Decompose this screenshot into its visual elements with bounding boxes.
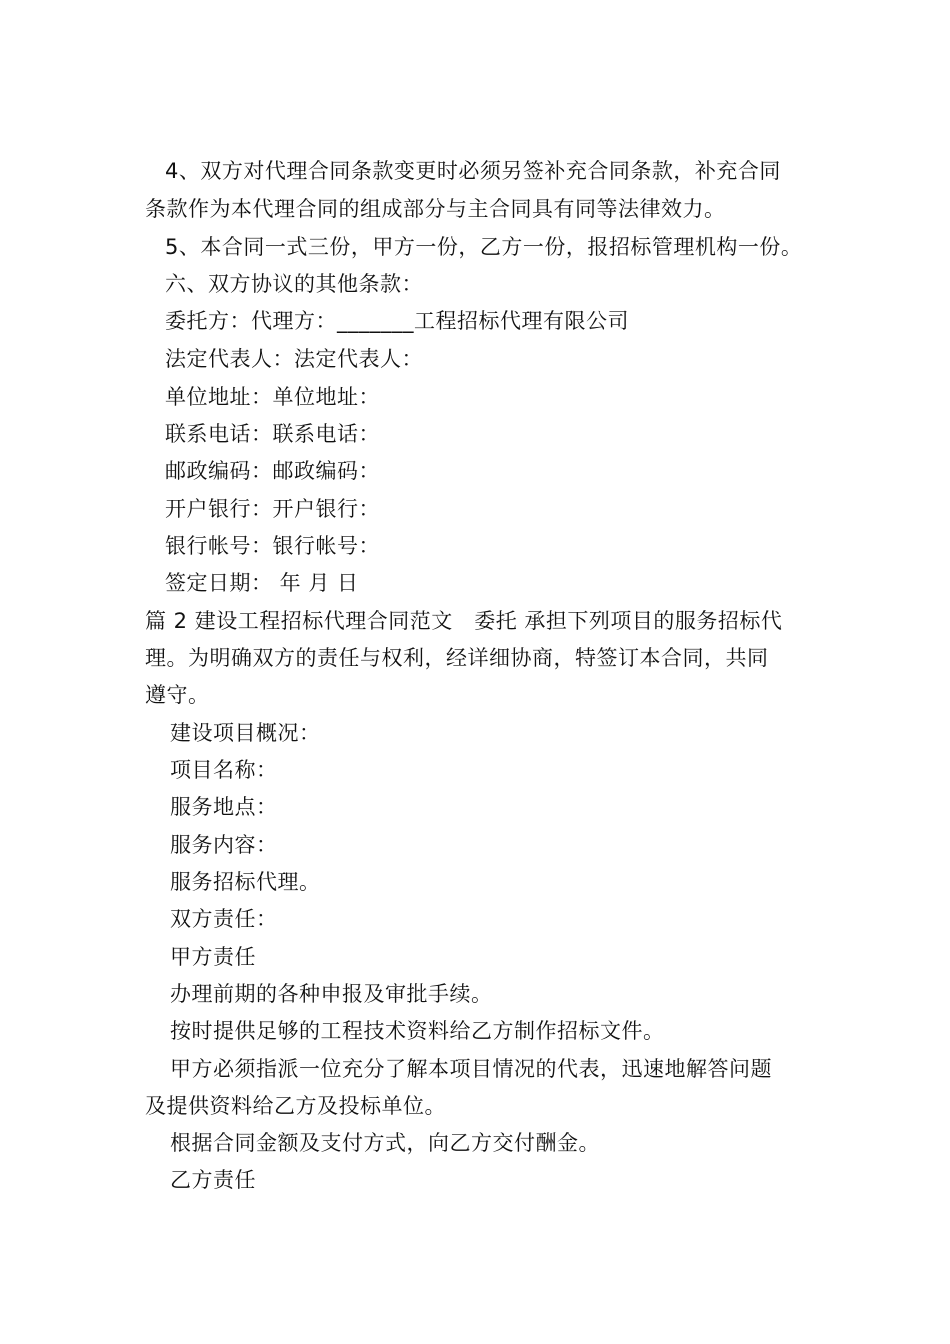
responsibilities-heading: 双方责任：	[170, 907, 278, 931]
clause-4-line-2: 条款作为本代理合同的组成部分与主合同具有同等法律效力。	[145, 197, 726, 221]
service-content: 服务内容：	[170, 833, 278, 857]
article-2-intro-line-1: 篇 2 建设工程招标代理合同范文 委托 承担下列项目的服务招标代	[145, 609, 783, 633]
signature-account: 银行帐号：银行帐号：	[165, 534, 380, 558]
project-name: 项目名称：	[170, 758, 278, 782]
project-overview-heading: 建设项目概况：	[170, 721, 321, 745]
signature-legal-rep: 法定代表人：法定代表人：	[165, 347, 423, 371]
signature-bank: 开户银行：开户银行：	[165, 497, 380, 521]
party-b-heading: 乙方责任	[170, 1168, 256, 1192]
signature-phone: 联系电话：联系电话：	[165, 422, 380, 446]
signature-postcode: 邮政编码：邮政编码：	[165, 459, 380, 483]
section-6-heading: 六、双方协议的其他条款：	[165, 272, 423, 296]
signature-address: 单位地址：单位地址：	[165, 385, 380, 409]
signature-principal-agent: 委托方：代理方：_______工程招标代理有限公司	[165, 309, 629, 333]
clause-5: 5、本合同一式三份，甲方一份，乙方一份，报招标管理机构一份。	[165, 235, 803, 259]
article-2-intro-line-3: 遵守。	[145, 683, 210, 707]
service-content-value: 服务招标代理。	[170, 870, 321, 894]
signature-date: 签定日期： 年 月 日	[165, 571, 359, 595]
clause-4-line-1: 4、双方对代理合同条款变更时必须另签补充合同条款，补充合同	[165, 159, 781, 183]
service-location: 服务地点：	[170, 795, 278, 819]
party-a-item-3-line-2: 及提供资料给乙方及投标单位。	[145, 1094, 446, 1118]
party-a-item-1: 办理前期的各种申报及审批手续。	[170, 982, 493, 1006]
party-a-heading: 甲方责任	[170, 945, 256, 969]
party-a-item-4: 根据合同金额及支付方式，向乙方交付酬金。	[170, 1131, 600, 1155]
party-a-item-3-line-1: 甲方必须指派一位充分了解本项目情况的代表，迅速地解答问题	[170, 1057, 772, 1081]
article-2-intro-line-2: 理。为明确双方的责任与权利，经详细协商，特签订本合同，共同	[145, 646, 769, 670]
party-a-item-2: 按时提供足够的工程技术资料给乙方制作招标文件。	[170, 1019, 665, 1043]
